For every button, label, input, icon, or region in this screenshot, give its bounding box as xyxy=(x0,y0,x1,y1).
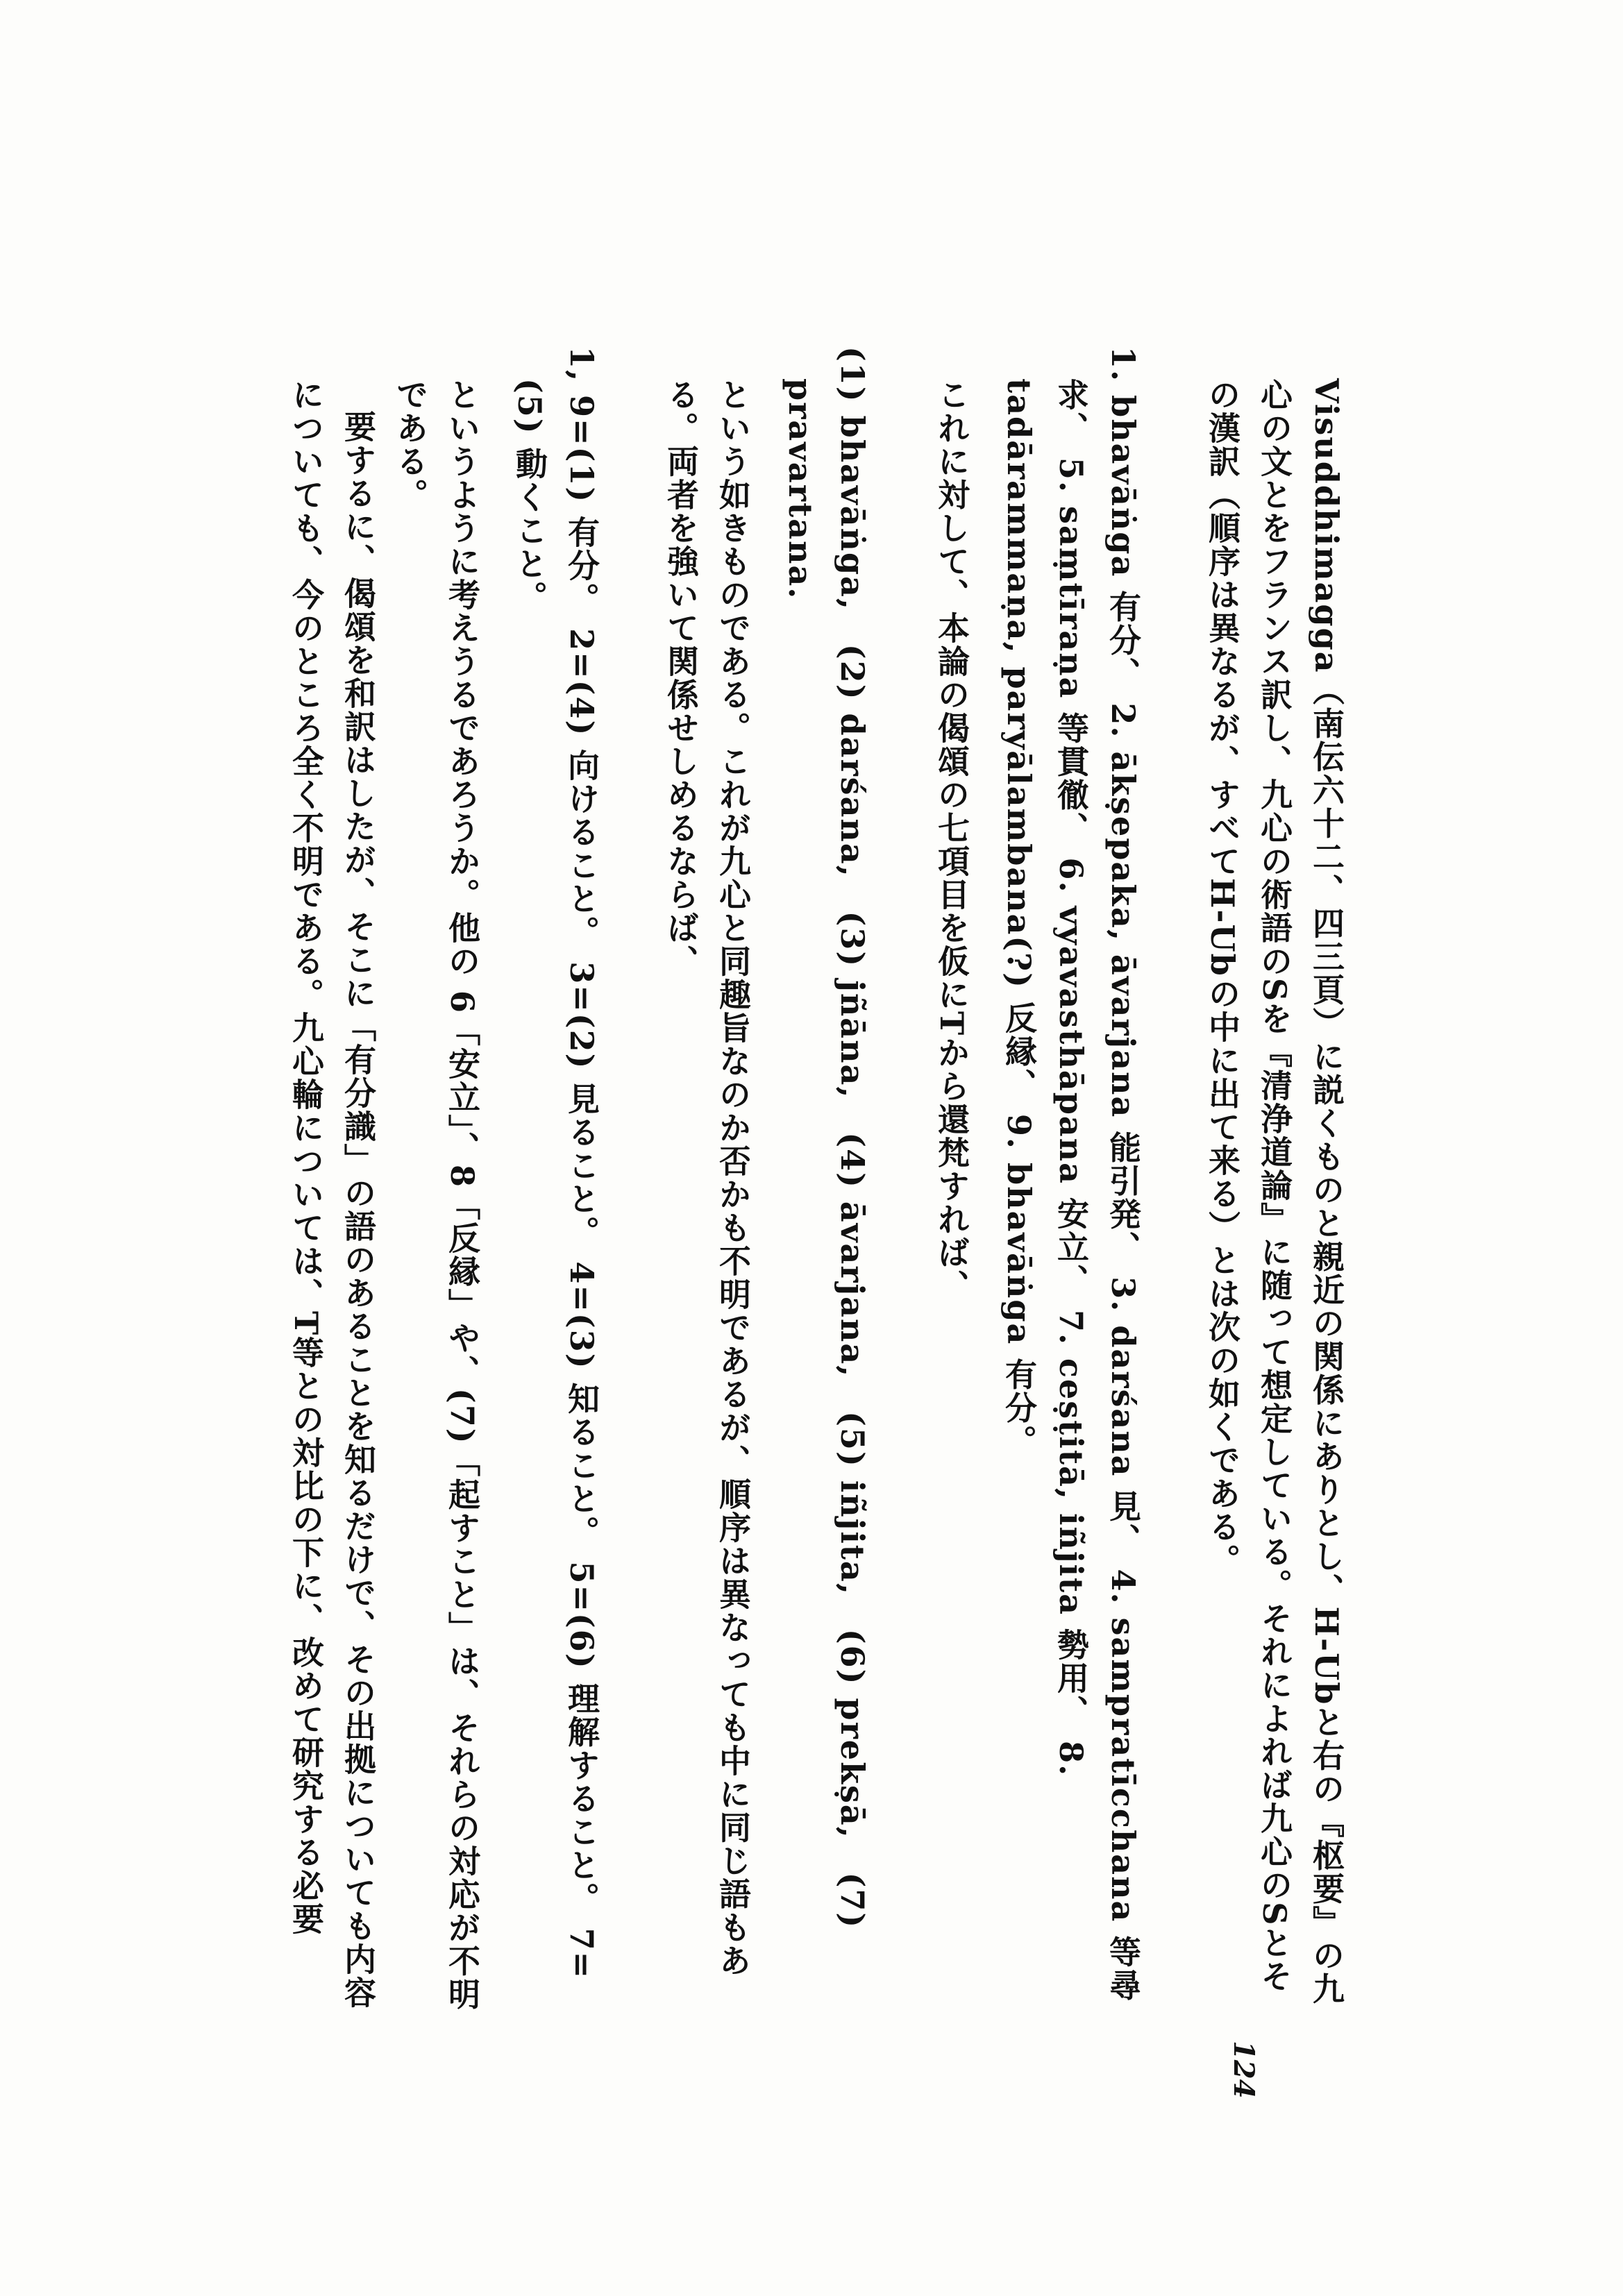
paragraph-visuddhimagga: Visuddhimagga（南伝六十二、四三頁）に説くものと親近の関係にありとし、H-Ubと右の『枢要』の九心の文とをフランス訳し、九心の術語のSを『清浄道論』に随って想定している。それによれば九心のSとその漢訳（順序は異なるが、すべてH-Ubの中に出て来る）とは次の如くである。 xyxy=(1204,378,1345,2006)
vertical-text-block xyxy=(280,346,1352,2023)
correspondence-list: 1, 9=(1) 有分。 2=(4) 向けること。 3=(2) 見ること。 4=(3) 知ること。 5=(6) 理解すること。 7=(5) 動くこと。 xyxy=(511,346,600,1980)
nine-mind-terms-list: 1. bhavāṅga 有分、 2. ākṣepaka, āvarjana 能引発、 3. darśana 見、 4. sampratīcchana 等尋求、 5. saṃtīraṇa 等貫徹、 6. vyavasthāpana 安立、 7. ceṣṭitā, iñjita 勢用、 8. tadārammaṇa, paryālambana(?) 反縁、 9. bhavāṅga 有分。 xyxy=(1000,346,1142,2002)
page-number: 124 xyxy=(1227,2041,1260,2099)
paragraph-seven-items: これに対して、本論の偈頌の七項目を仮にTから還梵すれば、 xyxy=(933,378,970,1303)
paragraph-unclear-correspondence: というように考えうるであろうか。他の 6「安立」、8「反縁」や、(7)「起すこと」は、それらの対応が不明である。 xyxy=(392,378,481,2011)
paragraph-comparison: という如きものである。これが九心と同趣旨なのか否かも不明であるが、順序は異なっても中に同じ語もある。両者を強いて関係せしめるならば、 xyxy=(662,378,752,1977)
paragraph-summary: 要するに、偈頌を和訳はしたが、そこに「有分識」の語のあることを知るだけで、その出拠についても内容についても、今のところ全く不明である。九心輪については、T等との対比の下に、改めて研究する必要 xyxy=(287,378,377,2009)
seven-items-list: (1) bhavāṅga, (2) darśana, (3) jñāna, (4) āvarjana, (5) iñjita, (6) prekṣā, (7) pravartana. xyxy=(782,346,871,1930)
